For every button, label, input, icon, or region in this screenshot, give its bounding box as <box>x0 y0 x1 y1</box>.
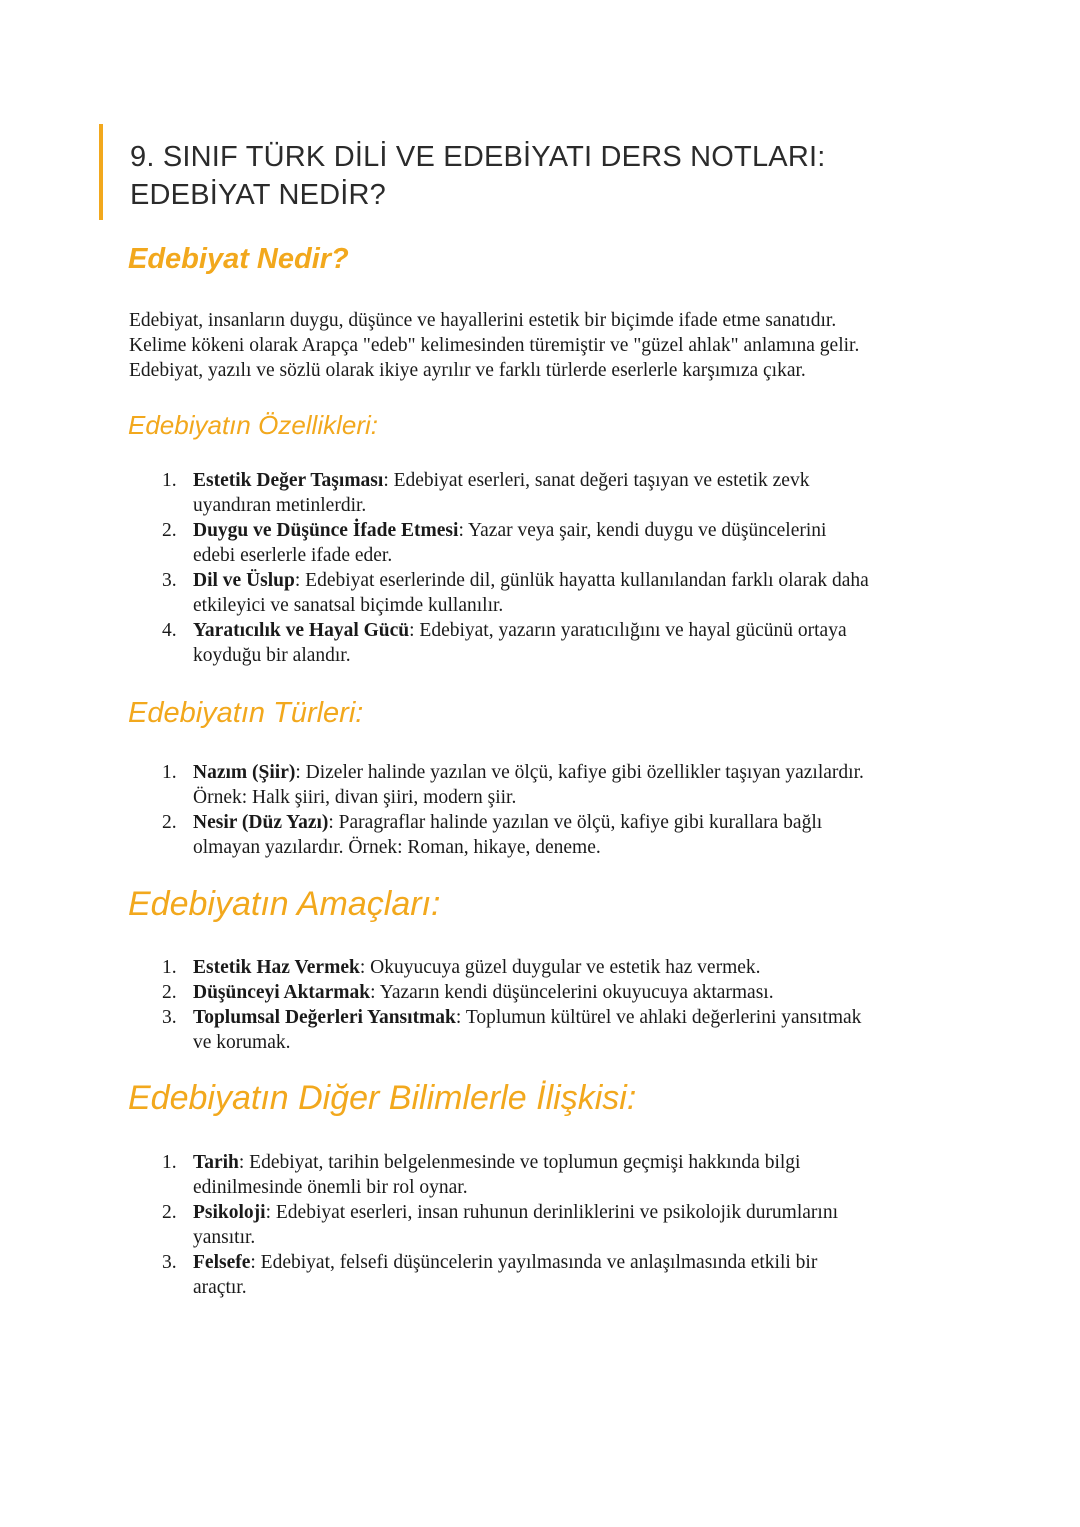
document-title <box>130 138 1030 214</box>
item-text: : Edebiyat eserleri, sanat değeri taşıyan ve estetik zevk <box>383 470 810 491</box>
item-number: 1. <box>162 762 177 783</box>
item-term: Tarih <box>193 1152 239 1173</box>
item-text: : Okuyucuya güzel duygular ve estetik haz vermek. <box>359 957 761 978</box>
item-text-cont: ve korumak. <box>193 1032 291 1053</box>
title-accent-bar <box>99 124 103 220</box>
item-text: : Toplumun kültürel ve ahlaki değerlerini yansıtmak <box>455 1007 862 1028</box>
relations-list <box>129 1150 989 1300</box>
item-text: : Edebiyat eserleri, insan ruhunun derinliklerini ve psikolojik durumlarını <box>265 1202 839 1223</box>
item-text-cont: olmayan yazılardır. Örnek: Roman, hikaye, deneme. <box>193 837 601 858</box>
list-item <box>129 810 989 860</box>
list-item <box>129 468 989 518</box>
item-text-cont: araçtır. <box>193 1277 247 1298</box>
list-item <box>129 760 989 810</box>
item-text: : Paragraflar halinde yazılan ve ölçü, kafiye gibi kurallara bağlı <box>328 812 823 833</box>
item-number: 1. <box>162 470 177 491</box>
section-heading-goals: Edebiyatın Amaçları: <box>128 885 441 923</box>
item-text: : Edebiyat, felsefi düşüncelerin yayılmasında ve anlaşılmasında etkili bir <box>250 1252 818 1273</box>
item-term: Nazım (Şiir) <box>193 762 296 783</box>
list-item <box>129 1005 989 1055</box>
item-term: Estetik Haz Vermek <box>193 957 360 978</box>
intro-line: Kelime kökeni olarak Arapça "edeb" kelimesinden türemiştir ve "güzel ahlak" anlamına gelir. <box>129 335 860 356</box>
list-item <box>129 1250 989 1300</box>
item-text-cont: uyandıran metinlerdir. <box>193 495 367 516</box>
title-line-2: EDEBİYAT NEDİR? <box>130 179 387 211</box>
item-number: 3. <box>162 1007 177 1028</box>
item-text: : Yazarın kendi düşüncelerini okuyucuya aktarması. <box>370 982 774 1003</box>
intro-line: Edebiyat, insanların duygu, düşünce ve hayallerini estetik bir biçimde ifade etme sanatıdır. <box>129 310 837 331</box>
section-heading-relations: Edebiyatın Diğer Bilimlerle İlişkisi: <box>128 1079 637 1117</box>
title-line-1: 9. SINIF TÜRK DİLİ VE EDEBİYATI DERS NOTLARI: <box>130 141 826 173</box>
item-number: 4. <box>162 620 177 641</box>
item-text: : Dizeler halinde yazılan ve ölçü, kafiye gibi özellikler taşıyan yazılardır. <box>295 762 864 783</box>
item-number: 3. <box>162 570 177 591</box>
list-item <box>129 980 989 1005</box>
item-text-cont: Örnek: Halk şiiri, divan şiiri, modern şiir. <box>193 787 517 808</box>
section-heading-features: Edebiyatın Özellikleri: <box>128 410 378 440</box>
list-item <box>129 1200 989 1250</box>
list-item <box>129 568 989 618</box>
item-text-cont: koyduğu bir alandır. <box>193 645 351 666</box>
item-number: 1. <box>162 957 177 978</box>
item-text: : Yazar veya şair, kendi duygu ve düşüncelerini <box>458 520 827 541</box>
item-term: Felsefe <box>193 1252 251 1273</box>
list-item <box>129 955 989 980</box>
goals-list <box>129 955 989 1055</box>
item-number: 2. <box>162 812 177 833</box>
item-text-cont: edinilmesinde önemli bir rol oynar. <box>193 1177 468 1198</box>
item-text-cont: yansıtır. <box>193 1227 256 1248</box>
intro-line: Edebiyat, yazılı ve sözlü olarak ikiye ayrılır ve farklı türlerde eserlerle karşımıza çıkar. <box>129 360 806 381</box>
types-list <box>129 760 989 860</box>
item-text-cont: etkileyici ve sanatsal biçimde kullanılır. <box>193 595 504 616</box>
item-text: : Edebiyat, tarihin belgelenmesinde ve toplumun geçmişi hakkında bilgi <box>238 1152 801 1173</box>
item-text: : Edebiyat, yazarın yaratıcılığını ve hayal gücünü ortaya <box>409 620 847 641</box>
item-term: Dil ve Üslup <box>193 570 295 591</box>
item-text-cont: edebi eserlerle ifade eder. <box>193 545 393 566</box>
list-item <box>129 1150 989 1200</box>
item-term: Toplumsal Değerleri Yansıtmak <box>193 1007 456 1028</box>
item-term: Düşünceyi Aktarmak <box>193 982 371 1003</box>
list-item <box>129 618 989 668</box>
list-item <box>129 518 989 568</box>
main-heading: Edebiyat Nedir? <box>128 243 349 275</box>
item-term: Duygu ve Düşünce İfade Etmesi <box>193 520 459 541</box>
item-number: 2. <box>162 1202 177 1223</box>
item-term: Estetik Değer Taşıması <box>193 470 384 491</box>
item-number: 2. <box>162 520 177 541</box>
section-heading-types: Edebiyatın Türleri: <box>128 697 364 729</box>
item-term: Psikoloji <box>193 1202 266 1223</box>
intro-paragraph <box>129 308 989 383</box>
item-term: Yaratıcılık ve Hayal Gücü <box>193 620 410 641</box>
item-number: 2. <box>162 982 177 1003</box>
features-list <box>129 468 989 668</box>
item-text: : Edebiyat eserlerinde dil, günlük hayatta kullanılandan farklı olarak daha <box>294 570 869 591</box>
item-number: 3. <box>162 1252 177 1273</box>
item-term: Nesir (Düz Yazı) <box>193 812 329 833</box>
item-number: 1. <box>162 1152 177 1173</box>
